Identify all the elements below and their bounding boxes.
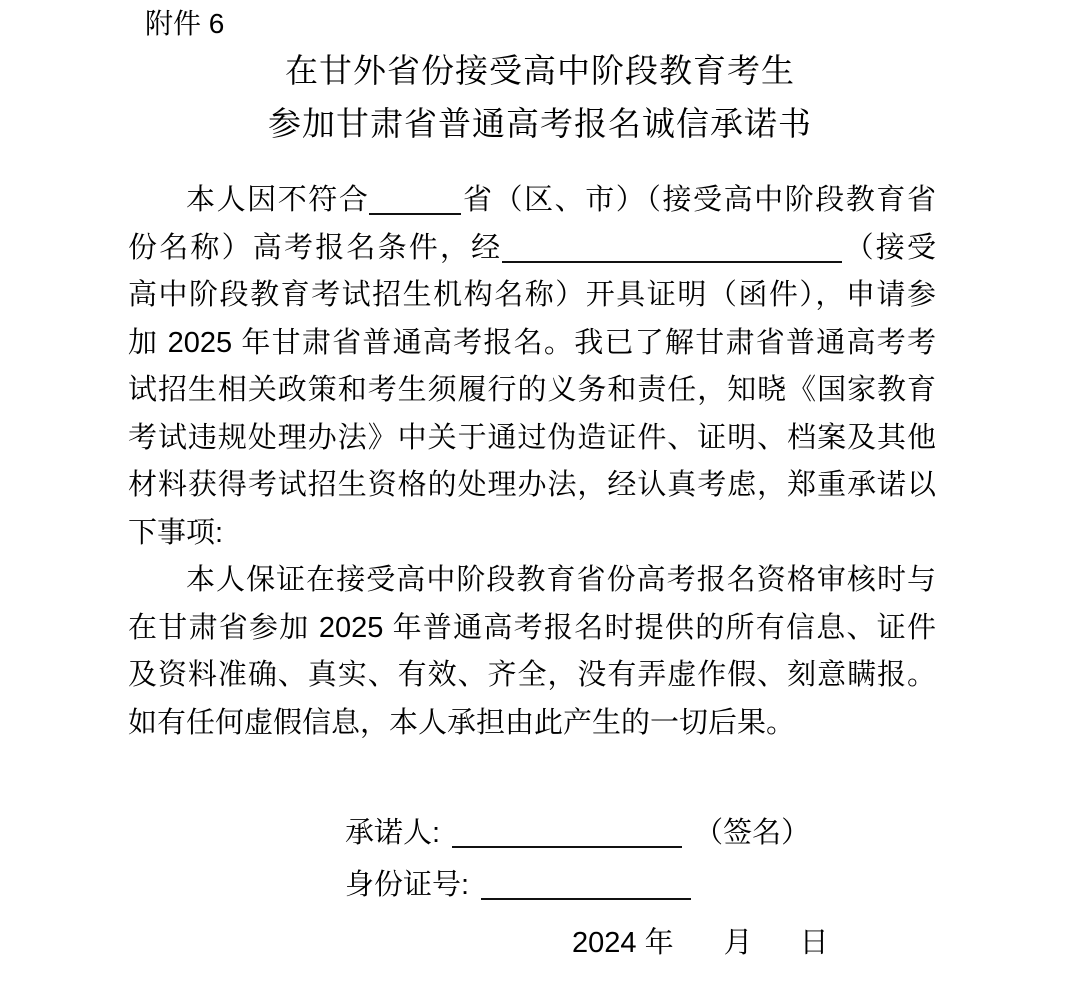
body-line bbox=[128, 272, 936, 320]
body-text: 省（区、市）（接受高中阶段教育省 bbox=[461, 184, 936, 216]
body-text: 份名称）高考报名条件，经 bbox=[128, 231, 503, 264]
id-number-label: 身份证号: bbox=[345, 869, 470, 901]
body-text: 材料获得考试招生资格的处理办法，经认真考虑，郑重承诺以 bbox=[128, 469, 936, 501]
body-line bbox=[128, 557, 936, 605]
document-title bbox=[0, 44, 1080, 150]
date-day: 日 bbox=[799, 927, 829, 959]
id-number-blank bbox=[481, 869, 691, 900]
body-text: 下事项: bbox=[128, 516, 224, 549]
body-line bbox=[128, 320, 936, 368]
fill-in-blank bbox=[502, 232, 842, 263]
body-line bbox=[128, 367, 936, 415]
body-text: 本人保证在接受高中阶段教育省份高考报名资格审核时与 bbox=[186, 564, 936, 596]
body-text: 本人因不符合 bbox=[186, 184, 370, 216]
body-line bbox=[128, 605, 936, 653]
sign-note: （签名） bbox=[694, 817, 811, 849]
title-line-1: 在甘外省份接受高中阶段教育考生 bbox=[285, 52, 795, 89]
id-number-line bbox=[345, 859, 1080, 911]
promiser-signature-blank bbox=[452, 817, 682, 848]
body-line bbox=[128, 510, 936, 558]
body-text: 如有任何虚假信息，本人承担由此产生的一切后果。 bbox=[128, 706, 796, 739]
body-paragraphs bbox=[128, 177, 936, 747]
attachment-label: 附件 6 bbox=[145, 8, 225, 39]
body-text: （接受 bbox=[842, 231, 936, 264]
body-line bbox=[128, 415, 936, 463]
body-text: 及资料准确、真实、有效、齐全，没有弄虚作假、刻意瞒报。 bbox=[128, 659, 936, 691]
title-line-2: 参加甘肃省普通高考报名诚信承诺书 bbox=[268, 105, 812, 142]
date-year: 2024 年 bbox=[572, 927, 674, 959]
body-line bbox=[128, 462, 936, 510]
promiser-label: 承诺人: bbox=[345, 817, 441, 849]
fill-in-blank bbox=[369, 184, 461, 215]
body-line bbox=[128, 700, 936, 748]
body-text: 加 2025 年甘肃省普通高考报名。我已了解甘肃省普通高考考 bbox=[128, 326, 936, 359]
date-line bbox=[572, 919, 1080, 967]
body-line bbox=[128, 225, 936, 273]
body-text: 考试违规处理办法》中关于通过伪造证件、证明、档案及其他 bbox=[128, 421, 936, 454]
body-text: 高中阶段教育考试招生机构名称）开具证明（函件），申请参 bbox=[128, 279, 936, 311]
date-month: 月 bbox=[723, 927, 753, 959]
body-text: 试招生相关政策和考生须履行的义务和责任，知晓《国家教育 bbox=[128, 374, 936, 406]
body-line bbox=[128, 652, 936, 700]
body-line bbox=[128, 177, 936, 225]
promiser-line bbox=[345, 807, 1080, 859]
signature-block bbox=[345, 807, 1080, 911]
body-text: 在甘肃省参加 2025 年普通高考报名时提供的所有信息、证件 bbox=[128, 611, 936, 644]
